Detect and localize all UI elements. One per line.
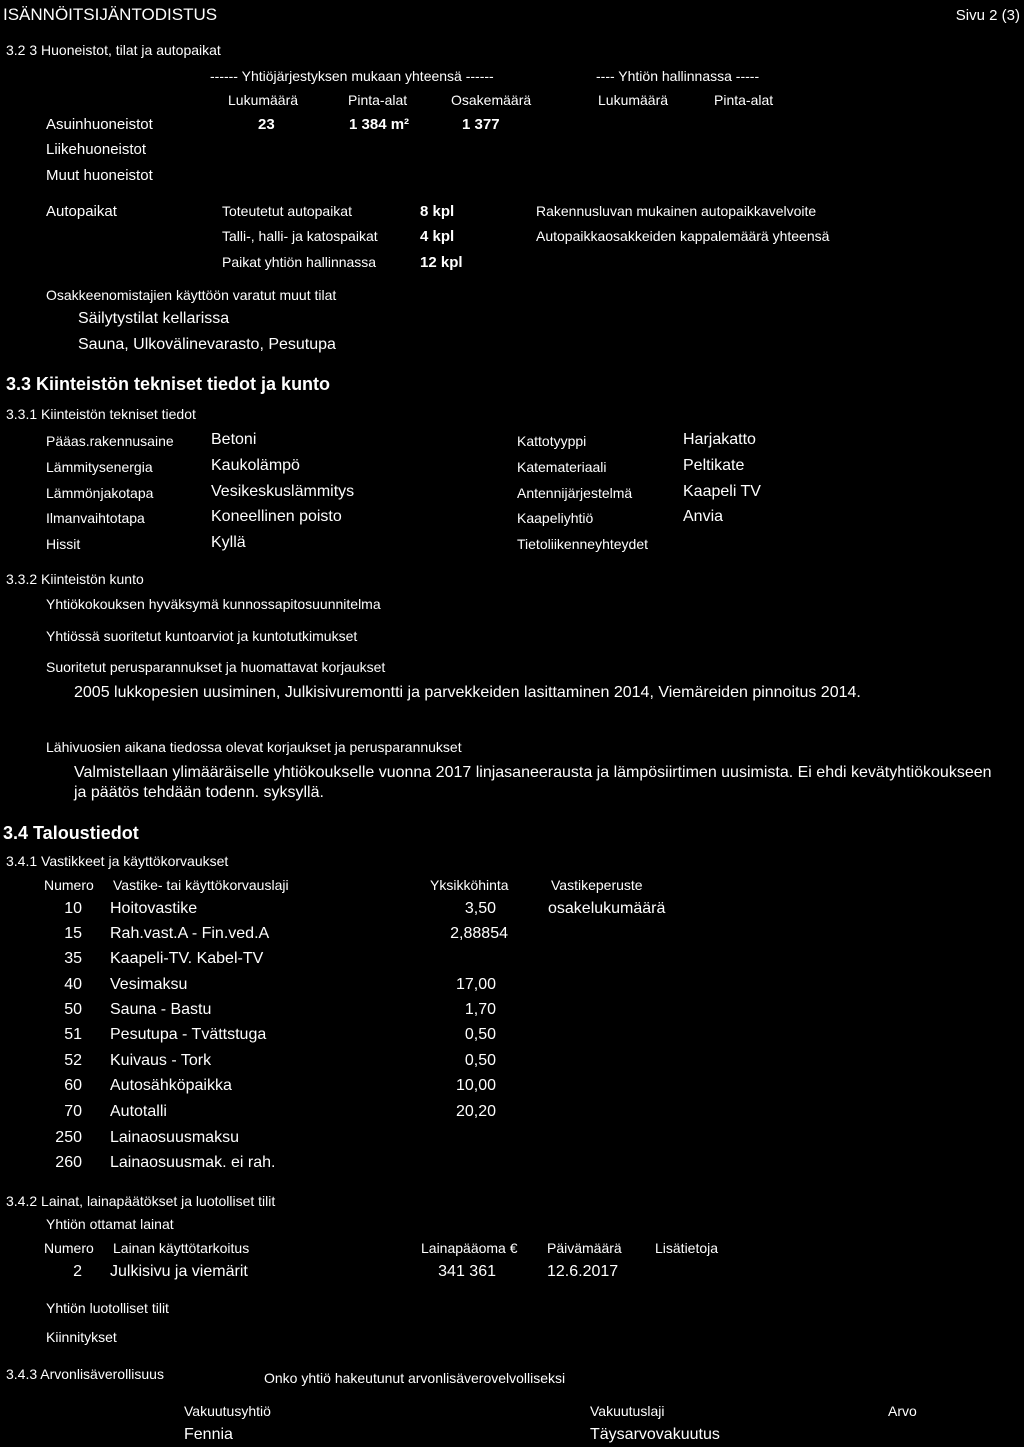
loan-number: 2: [73, 1263, 82, 1280]
parking-item-value: 8 kpl: [420, 203, 455, 220]
fee-price: 2,88854: [450, 925, 508, 942]
section-3-3-1-heading: 3.3.1 Kiinteistön tekniset tiedot: [6, 406, 196, 422]
tech-value: Koneellinen poisto: [211, 508, 342, 525]
fee-name: Rah.vast.A - Fin.ved.A: [110, 925, 270, 942]
tech-label: Katemateriaali: [517, 459, 607, 475]
fee-price: 20,20: [455, 1103, 496, 1120]
page-number: Sivu 2 (3): [955, 7, 1020, 24]
tech-value: Kaapeli TV: [683, 483, 761, 500]
fee-col-unit-price: Yksikköhinta: [430, 877, 509, 893]
tech-value: Harjakatto: [683, 431, 756, 448]
fee-name: Vesimaksu: [110, 976, 188, 993]
tech-label: Hissit: [46, 536, 81, 552]
row-label-commercial: Liikehuoneistot: [46, 141, 147, 158]
tech-label: Kattotyyppi: [517, 433, 587, 449]
tech-value: Kaukolämpö: [211, 457, 300, 474]
fee-name: Autosähköpaikka: [110, 1077, 232, 1094]
row-label-residential: Asuinhuoneistot: [46, 116, 153, 133]
loans-label: Yhtiön ottamat lainat: [46, 1216, 174, 1232]
section-3-4-3-heading: 3.4.3 Arvonlisäverollisuus: [6, 1366, 164, 1382]
tech-value: Vesikeskuslämmitys: [211, 483, 355, 500]
fee-number: 70: [64, 1103, 82, 1120]
tech-label: Lämmitysenergia: [46, 459, 153, 475]
completed-renovations-text: 2005 lukkopesien uusiminen, Julkisivuremontti ja parvekkeiden lasittaminen 2014, Viemäreiden pinnoitus 2014.: [74, 684, 861, 701]
fee-number: 52: [64, 1052, 82, 1069]
fee-col-number: Numero: [44, 877, 94, 893]
other-space-item: Säilytystilat kellarissa: [78, 310, 230, 327]
fee-number: 60: [64, 1077, 82, 1094]
col-area: Pinta-alat: [348, 92, 408, 108]
tech-value: Kyllä: [211, 534, 246, 551]
section-3-4-1-heading: 3.4.1 Vastikkeet ja käyttökorvaukset: [6, 853, 229, 869]
fee-price: 10,00: [455, 1077, 496, 1094]
fee-name: Kuivaus - Tork: [110, 1052, 212, 1069]
residential-count: 23: [258, 116, 275, 133]
credit-accounts-label: Yhtiön luotolliset tilit: [46, 1300, 169, 1316]
col-shares: Osakemäärä: [451, 92, 532, 108]
loan-amount: 341 361: [438, 1263, 496, 1280]
condition-assessment-label: Yhtiössä suoritetut kuntoarviot ja kuntotutkimukset: [46, 628, 358, 644]
tech-value: Anvia: [683, 508, 724, 525]
fee-number: 51: [64, 1026, 82, 1043]
insurance-company: Fennia: [184, 1426, 233, 1443]
parking-item-label: Paikat yhtiön hallinnassa: [222, 254, 377, 270]
tech-value: Peltikate: [683, 457, 745, 474]
parking-item-label: Talli-, halli- ja katospaikat: [222, 228, 378, 244]
fee-col-basis: Vastikeperuste: [551, 877, 643, 893]
fee-name: Sauna - Bastu: [110, 1001, 212, 1018]
section-3-4-heading: 3.4 Taloustiedot: [3, 823, 139, 843]
tech-label: Antennijärjestelmä: [517, 485, 633, 501]
loan-col-date: Päivämäärä: [547, 1240, 622, 1256]
section-3-3-heading: 3.3 Kiinteistön tekniset tiedot ja kunto: [6, 374, 331, 394]
row-label-other: Muut huoneistot: [46, 167, 153, 184]
fee-name: Pesutupa - Tvättstuga: [110, 1026, 267, 1043]
col-count: Lukumäärä: [228, 92, 299, 108]
fee-price: 1,70: [464, 1001, 496, 1018]
fee-price: 3,50: [464, 900, 496, 917]
loan-col-number: Numero: [44, 1240, 94, 1256]
parking-right-label: Rakennusluvan mukainen autopaikkavelvoite: [536, 203, 817, 219]
ins-col-type: Vakuutuslaji: [590, 1403, 665, 1419]
fee-number: 40: [64, 976, 82, 993]
upcoming-repairs-text: Valmistellaan ylimääräiselle yhtiökoukselle vuonna 2017 linjasaneerausta ja lämpösiirtimen uusimista. Ei ehdi kevätyhtiökoukseen ja päätös tehdään todenn. syksyllä.: [74, 764, 992, 801]
other-spaces-label: Osakkeenomistajien käyttöön varatut muut tilat: [46, 287, 337, 303]
tech-label: Pääas.rakennusaine: [46, 433, 174, 449]
fee-number: 50: [64, 1001, 82, 1018]
tech-label: Ilmanvaihtotapa: [46, 510, 145, 526]
parking-label: Autopaikat: [46, 203, 117, 220]
fee-col-type: Vastike- tai käyttökorvauslaji: [113, 877, 289, 893]
fee-price: 0,50: [464, 1052, 496, 1069]
mortgages-label: Kiinnitykset: [46, 1329, 117, 1345]
upcoming-repairs-label: Lähivuosien aikana tiedossa olevat korjaukset ja perusparannukset: [46, 739, 462, 755]
fee-number: 35: [64, 950, 82, 967]
fee-name: Autotalli: [110, 1103, 167, 1120]
tech-value: Betoni: [211, 431, 257, 448]
parking-item-label: Toteutetut autopaikat: [222, 203, 352, 219]
ins-col-company: Vakuutusyhtiö: [184, 1403, 271, 1419]
residential-area: 1 384 m²: [349, 116, 410, 133]
fee-basis: osakelukumäärä: [548, 900, 666, 917]
fee-name: Kaapeli-TV. Kabel-TV: [110, 950, 264, 967]
loan-col-purpose: Lainan käyttötarkoitus: [113, 1240, 250, 1256]
fee-name: Lainaosuusmaksu: [110, 1129, 239, 1146]
loan-date: 12.6.2017: [547, 1263, 619, 1280]
parking-right-label: Autopaikkaosakkeiden kappalemäärä yhteensä: [536, 228, 830, 244]
section-3-3-2-heading: 3.3.2 Kiinteistön kunto: [6, 571, 144, 587]
loan-purpose: Julkisivu ja viemärit: [110, 1263, 248, 1280]
completed-renovations-label: Suoritetut perusparannukset ja huomattavat korjaukset: [46, 659, 386, 675]
fee-number: 260: [55, 1154, 82, 1171]
col-area-company: Pinta-alat: [714, 92, 774, 108]
document-title: ISÄNNÖITSIJÄNTODISTUS: [3, 5, 218, 24]
section-3-2-heading: 3.2 3 Huoneistot, tilat ja autopaikat: [6, 42, 221, 58]
section-3-4-2-heading: 3.4.2 Lainat, lainapäätökset ja luotolliset tilit: [6, 1193, 276, 1209]
parking-item-value: 12 kpl: [420, 254, 463, 271]
parking-item-value: 4 kpl: [420, 228, 455, 245]
group-header-bylaws: ------ Yhtiöjärjestyksen mukaan yhteensä ------: [210, 68, 494, 84]
ins-col-value: Arvo: [888, 1403, 917, 1419]
fee-price: 0,50: [464, 1026, 496, 1043]
vat-question: Onko yhtiö hakeutunut arvonlisäverovelvolliseksi: [264, 1370, 566, 1386]
fee-number: 250: [55, 1129, 82, 1146]
tech-label: Lämmönjakotapa: [46, 485, 154, 501]
fee-number: 10: [64, 900, 82, 917]
residential-shares: 1 377: [462, 116, 500, 133]
fee-name: Hoitovastike: [110, 900, 198, 917]
tech-label: Tietoliikenneyhteydet: [517, 536, 649, 552]
maintenance-plan-label: Yhtiökokouksen hyväksymä kunnossapitosuunnitelma: [46, 596, 381, 612]
fee-price: 17,00: [455, 976, 496, 993]
col-count-company: Lukumäärä: [598, 92, 669, 108]
tech-label: Kaapeliyhtiö: [517, 510, 594, 526]
fee-name: Lainaosuusmak. ei rah.: [110, 1154, 276, 1171]
fee-number: 15: [64, 925, 82, 942]
other-space-item: Sauna, Ulkovälinevarasto, Pesutupa: [78, 336, 336, 353]
group-header-company: ---- Yhtiön hallinnassa -----: [596, 68, 760, 84]
loan-col-amount: Lainapääoma €: [421, 1240, 518, 1256]
loan-col-info: Lisätietoja: [655, 1240, 719, 1256]
insurance-type: Täysarvovakuutus: [590, 1426, 720, 1443]
